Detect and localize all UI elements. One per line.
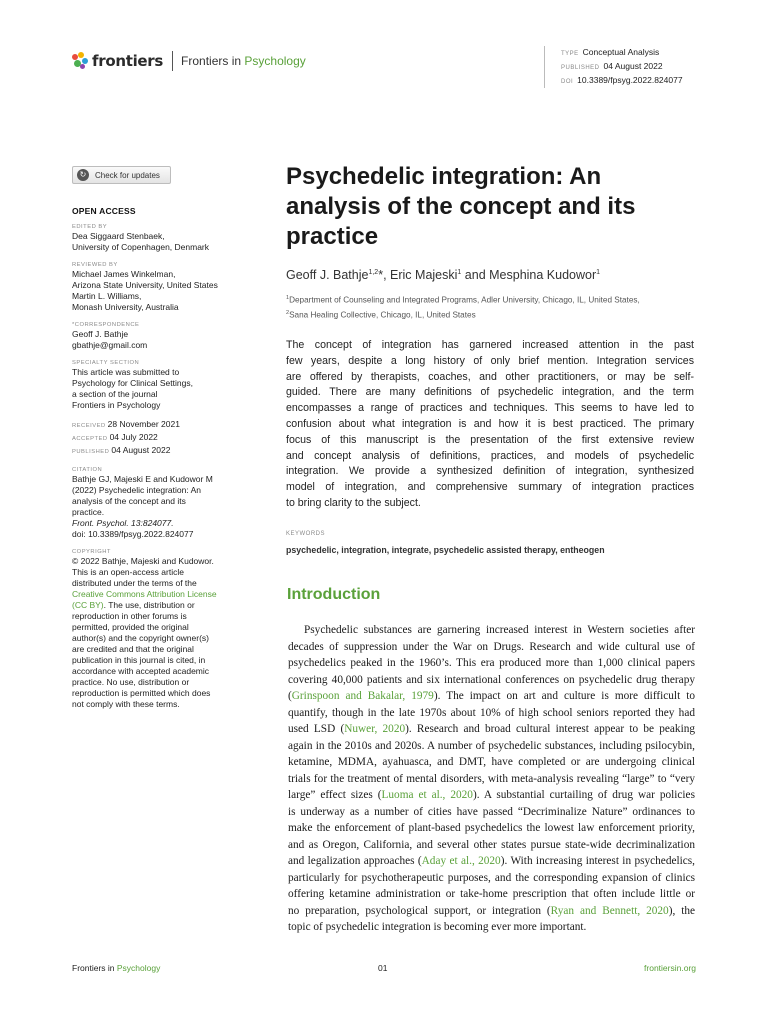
article-sidebar (72, 166, 242, 710)
received-date: RECEIVED 28 November 2021 (72, 419, 180, 429)
affiliations (286, 292, 640, 321)
citation-link[interactable]: Luoma et al., 2020 (381, 789, 473, 801)
frontiers-logo[interactable] (72, 51, 306, 71)
published-date: PUBLISHED 04 August 2022 (72, 445, 171, 455)
page-number: 01 (378, 963, 388, 973)
cc-by-link[interactable]: (CC BY) (72, 600, 104, 610)
meta-published: PUBLISHED 04 August 2022 (561, 61, 663, 71)
affiliation: $^1$Department of Counseling and Integrated Programs, Adler University, Chicago, IL, United States, (286, 295, 640, 305)
author-list: Geoff J. Bathje$^{1,2}$*, Eric Majeski$^1$ and Mesphina Kudowor$^1$ (286, 268, 601, 282)
open-access-label: OPEN ACCESS (72, 206, 136, 216)
keywords-label: KEYWORDS (286, 531, 326, 537)
copyright-section: COPYRIGHT © 2022 Bathje, Majeski and Kudowor. This is an open-access article distributed under the terms of the Creative Commons Attribution License (CC BY). The use, distribution or reproduction in other forums is permitted, provided the original author(s) and the copyright owner(s) are credited and that the original publication in this journal is cited, in accordance with accepted academic practice. No use, distribution or reproduction is permitted which does not comply with these terms. (72, 548, 242, 710)
correspondence-section: *CORRESPONDENCE Geoff J. Bathje gbathje@gmail.com (72, 321, 242, 351)
article-title: Psychedelic integration: An analysis of the concept and its practice (286, 163, 636, 250)
keywords: psychedelic, integration, integrate, psychedelic assisted therapy, entheogen (286, 545, 605, 555)
citation-link[interactable]: Ryan and Bennett, 2020 (550, 904, 669, 917)
reviewed-by-section: REVIEWED BY Michael James Winkelman, Arizona State University, United States Martin L. Williams, Monash University, Australia (72, 262, 218, 312)
introduction-heading: Introduction (287, 586, 381, 603)
citation-link[interactable]: Aday et al., 2020 (421, 855, 501, 867)
citation-section: CITATION Bathje GJ, Majeski E and Kudowor M (2022) Psychedelic integration: An analysis of the concept and its practice. Front. Psychol. 13:824077. doi: 10.3389/fpsyg.2022.824077 (72, 467, 213, 539)
accepted-date: ACCEPTED 04 July 2022 (72, 432, 158, 442)
check-for-updates-button[interactable]: ↻ Check for updates (72, 166, 171, 184)
author-name[interactable]: Mesphina Kudowor (489, 268, 597, 282)
meta-type: TYPE Conceptual Analysis (561, 47, 660, 57)
edited-by-section: EDITED BY Dea Siggaard Stenbaek, University of Copenhagen, Denmark (72, 224, 210, 252)
author-name[interactable]: Geoff J. Bathje (286, 268, 369, 282)
author-name[interactable]: Eric Majeski (390, 268, 458, 282)
footer-site-link[interactable]: frontiersin.org (644, 963, 696, 973)
frontiers-wordmark: frontiers (92, 52, 164, 70)
article-meta (544, 46, 683, 88)
page-header (72, 48, 698, 88)
logo-divider (172, 51, 173, 71)
dates-section (72, 419, 242, 458)
journal-name[interactable]: Frontiers in Psychology (181, 54, 306, 68)
frontiers-logo-icon (72, 52, 88, 70)
correspondence-email[interactable]: gbathje@gmail.com (72, 340, 148, 350)
abstract: The concept of integration has garnered increased attention in the past few years, despite a long history of only brief mention. Integration services are offered by therapists, coaches, and other practitioners, or may be self- guided. There are many definitions of psychedelic integration, and the term encompasses a range of practices and techniques. This seems to have led to confusion about what integration is and how it is best practiced. The primary focus of this manuscript is the presentation of the first extensive review and concept analysis of definitions, practices, and models of psychedelic integration. We provide a synthesized definition of integration, synthesized model of integration, and comprehensive summary of integration practices to bring clarity to the subject. (286, 339, 694, 509)
affiliation: $^2$Sana Healing Collective, Chicago, IL, United States (286, 309, 476, 320)
cc-license-link[interactable]: Creative Commons Attribution License (72, 589, 217, 599)
refresh-icon: ↻ (77, 169, 89, 181)
meta-doi: DOI 10.3389/fpsyg.2022.824077 (561, 75, 683, 85)
footer-journal[interactable]: Frontiers in Psychology (72, 963, 161, 973)
specialty-section: SPECIALTY SECTION This article was submitted to Psychology for Clinical Settings, a section of the journal Frontiers in Psychology (72, 360, 193, 410)
citation-link[interactable]: Nuwer, 2020 (344, 723, 406, 735)
citation-link[interactable]: Grinspoon and Bakalar, 1979 (291, 690, 434, 702)
introduction-body: Psychedelic substances are garnering increased interest in Western societies after decades of suppression under the War on Drugs. Research and wide cultural use of psychedelics peaked in the 1960’s. This era produced more than 1,000 clinical papers covering 40,000 patients and six international conferences on psychedelic drug therapy (Grinspoon and Bakalar, 1979). The impact on art and culture is more difficult to quantify, though in the late 1970s about 10% of high school seniors reported they had used LSD (Nuwer, 2020). Research and broad cultural interest appear to be peaking again in the 2010s and 2020s. A number of psychedelic substances, including psilocybin, ketamine, MDMA, ayahuasca, and DMT, have completed or are undergoing clinical trials for the treatment of mental disorders, with meta-analysis revealing “large” to “very large” effect sizes (Luoma et al., 2020). A substantial curtailing of drug war policies is underway as a number of cities have passed “Decriminalize Nature” ordinances to make the enforcement of plant-based psychedelics the lowest law enforcement priority, and as Oregon, California, and several other states pursue state-wide decriminalization and legalization approaches (Aday et al., 2020). With increasing interest in psychedelics, particularly for psychotherapeutic purposes, and the corresponding expansion of clinics offering ketamine administration or take-home prescription that often include little or no preparation, psychological support, or integration (Ryan and Bennett, 2020), the topic of psychedelic integration is becoming ever more important. (288, 624, 695, 933)
